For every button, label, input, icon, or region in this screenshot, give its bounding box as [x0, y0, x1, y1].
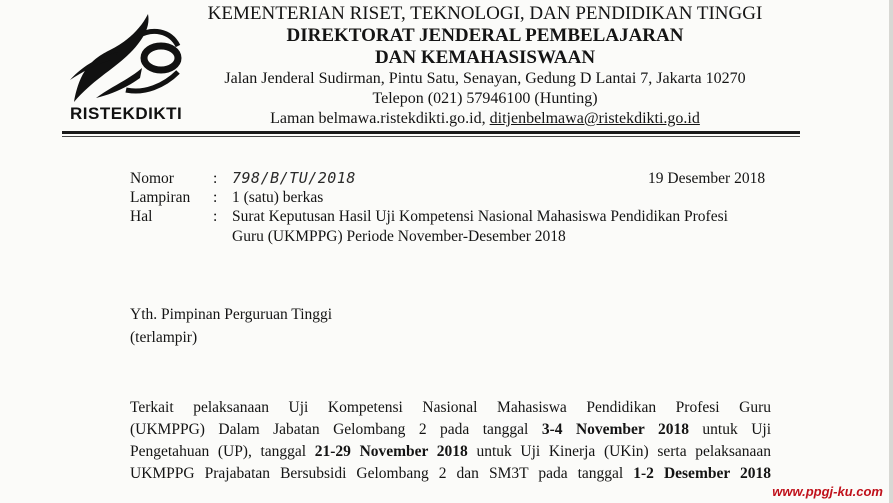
web-email-line	[190, 110, 780, 128]
hal-value-line-2: Guru (UKMPPG) Periode November-Desember 2018	[232, 228, 566, 245]
directorate-line-2: DAN KEMAHASISWAAN	[374, 47, 596, 68]
hal-label: Hal	[130, 208, 153, 225]
body-text: untuk Uji Kinerja (UKin) serta pelaksanaan	[467, 443, 771, 460]
body-text: Pengetahuan (UP), tanggal	[130, 443, 315, 460]
body-text: untuk Uji	[688, 421, 771, 438]
lampiran-value: 1 (satu) berkas	[232, 189, 324, 206]
body-line-2	[130, 419, 771, 441]
lampiran-colon: :	[213, 189, 218, 206]
phone-line: Telepon (021) 57946100 (Hunting)	[372, 90, 598, 107]
nomor-colon: :	[213, 170, 218, 187]
watermark: www.ppgj-ku.com	[772, 484, 883, 499]
address-line: Jalan Jenderal Sudirman, Pintu Satu, Senayan, Gedung D Lantai 7, Jakarta 10270	[224, 70, 746, 87]
body-date-bold: 1-2 Desember 2018	[633, 465, 771, 482]
header-rule-thick	[62, 131, 800, 134]
body-paragraph	[130, 397, 771, 485]
scan-edge	[889, 0, 893, 503]
ministry-name: KEMENTERIAN RISET, TEKNOLOGI, DAN PENDIDIKAN TINGGI	[207, 3, 763, 24]
body-date-bold: 21-29 November 2018	[314, 443, 468, 460]
lampiran-label: Lampiran	[130, 189, 191, 206]
body-text: (UKMPPG) Dalam Jabatan Gelombang 2 pada tanggal	[130, 421, 542, 438]
body-line-4	[130, 463, 771, 485]
body-date-bold: 3-4 November 2018	[541, 421, 689, 438]
addressee-line-1: Yth. Pimpinan Perguruan Tinggi	[130, 306, 333, 323]
body-line-1: Terkait pelaksanaan Uji Kompetensi Nasional Mahasiswa Pendidikan Profesi Guru	[130, 399, 771, 416]
nomor-label: Nomor	[130, 170, 174, 187]
addressee-line-2: (terlampir)	[130, 329, 198, 346]
hal-colon: :	[213, 208, 218, 225]
email-link[interactable]: ditjenbelmawa@ristekdikti.go.id	[489, 110, 700, 127]
body-text: UKMPPG Prajabatan Bersubsidi Gelombang 2 dan SM3T pada tanggal	[130, 465, 634, 482]
nomor-value: 798/B/TU/2018	[232, 169, 356, 187]
website-text: Laman belmawa.ristekdikti.go.id,	[270, 110, 490, 127]
directorate-line-1: DIREKTORAT JENDERAL PEMBELAJARAN	[286, 25, 684, 46]
body-line-3	[130, 441, 771, 463]
header-rule-thin	[62, 136, 800, 137]
letter-date: 19 Desember 2018	[648, 170, 766, 187]
logo-wordmark: RISTEKDIKTI	[70, 104, 183, 123]
hal-value-line-1: Surat Keputusan Hasil Uji Kompetensi Nasional Mahasiswa Pendidikan Profesi	[232, 208, 728, 225]
